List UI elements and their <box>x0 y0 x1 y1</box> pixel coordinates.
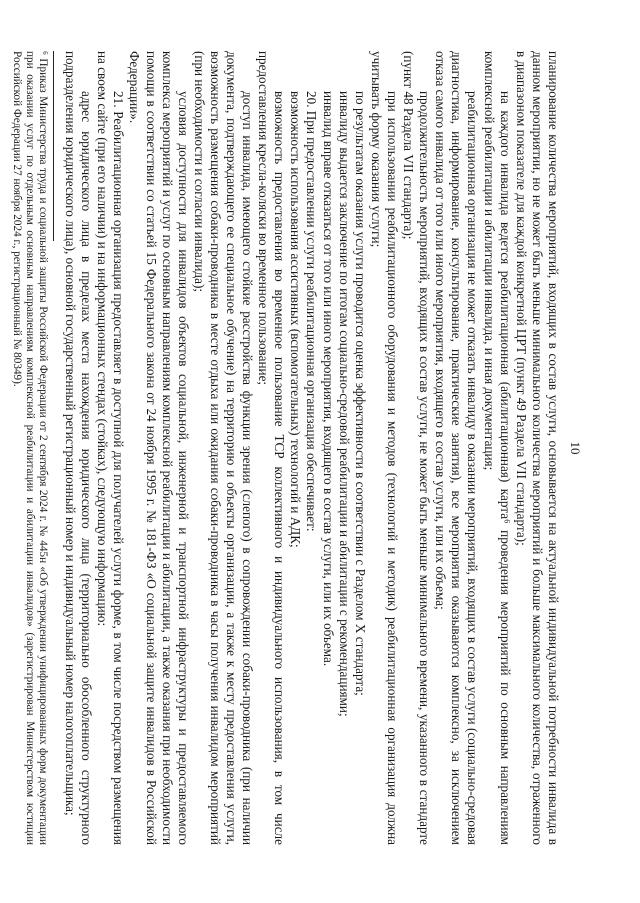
paragraph-rehab-card: на каждого инвалида ведется реабилитационная (абилитационная) карта⁶ проведения мероприятий по основным направлениям комплексной реабилитации и абилитации инвалида, и иная документация; <box>481 51 513 845</box>
page-number: 10 <box>568 441 583 455</box>
paragraph-guide-dog-access: доступ инвалида, имеющего стойкие расстройства функции зрения (слепого) в сопровождении собаки-проводника (при наличии документа, подтверждающего ее специальное обучение) на территорию и объекты организации, а также к месту предоставления услуги, возможность размещения собаки-проводника в месте отдыха или ожидания собаки-проводника в часы получения инвалидом мероприятий (при необходимости и согласии инвалида); <box>191 51 256 845</box>
paragraph-assistive-tech: возможность использования ассистивных (вспомогательных) технологий и АДК; <box>288 91 304 548</box>
paragraph-legal-address: адрес юридического лица в пределах места нахождения юридического лица (территориально обособленного структурного подразделения юридического лица), основной государственный регистрационный номер и индивидуальный номер налогоплательщика; <box>63 51 95 845</box>
paragraph-conclusion: инвалиду выдается заключение по итогам социально-средовой реабилитации и абилитации с рекомендациями; <box>336 91 352 717</box>
paragraph-evaluation: по результатам оказания услуги проводится оценка эффективности в соответствии с Разделом X стандарта; <box>352 91 368 696</box>
paragraph-right-to-refuse: инвалид вправе отказаться от того или иного мероприятия, входящего в состав услуги, или их объема. <box>320 91 336 667</box>
paragraph-tsr-temporary-use: возможность предоставления во временное пользование ТСР коллективного и индивидуального использования, в том числе предоставления кресла-коляски во временное пользование; <box>256 51 288 845</box>
paragraph-duration: продолжительность мероприятий, входящих в состав услуги, не может быть меньше минимального времени, указанного в стандарте (пункт 48 Раздела VII стандарта); <box>401 51 433 845</box>
paragraph-planning: планирование количества мероприятий, входящих в состав услуги, основывается на актуальной индивидуальной потребности инвалида в данном мероприятии, но не может быть меньше минимального количества мероприятий и больше максимального количества, отраженного в диапазоном показателе для каждой конкретной ЦРТ (пункт 49 Раздела VII стандарта); <box>513 51 561 845</box>
paragraph-equipment: при использовании реабилитационного оборудования и методов (технологий и методик) реабилитационная организация должна учитывать форму оказания услуги; <box>368 51 400 845</box>
paragraph-no-refusal: реабилитационная организация не может отказать инвалиду в оказании мероприятий, входящих в состав услуги (социально-средовая диагностика, информирование, консультирование, практические занятия), все мероприятия оказываются комплексно, за исключением отказа самого инвалида от того или иного мероприятия, входящего в состав услуги, или их объема; <box>433 51 481 845</box>
document-page <box>11 21 605 881</box>
paragraph-accessibility-conditions: условия доступности для инвалидов объектов социальной, инженерной и транспортной инфраструктуры и предоставляемого комплекса мероприятий и услуг по основным направлениям комплексной реабилитации и абилитации, а также оказания при необходимости помощи в соответствии со статьей 15 Федерального закона от 24 ноября 1995 г. № 181-ФЗ «О социальной защите инвалидов в Российской Федерации». <box>127 51 191 845</box>
section-21-heading: 21. Реабилитационная организация предоставляет в доступной для получателей услуги форме, в том числе посредством размещения на своем сайте (при его наличии) и на информационных стендах (стойках), следующую информацию: <box>95 51 127 845</box>
footnote-6: ⁶ Приказ Министерства труда и социальной защиты Российской Федерации от 2 сентября 2024 г. № 445н «Об утверждении унифицированных форм документации при оказании услуг по отдельным основным направлениям комплексной реабилитации и абилитации инвалидов» (зарегистрирован Министерством юстиции Российской Федерации 27 ноября 2024 г., регистрационный № 80349). <box>11 51 49 845</box>
section-20-heading: 20. При предоставлении услуги реабилитационная организация обеспечивает: <box>304 91 320 532</box>
footnote-divider <box>53 51 54 241</box>
